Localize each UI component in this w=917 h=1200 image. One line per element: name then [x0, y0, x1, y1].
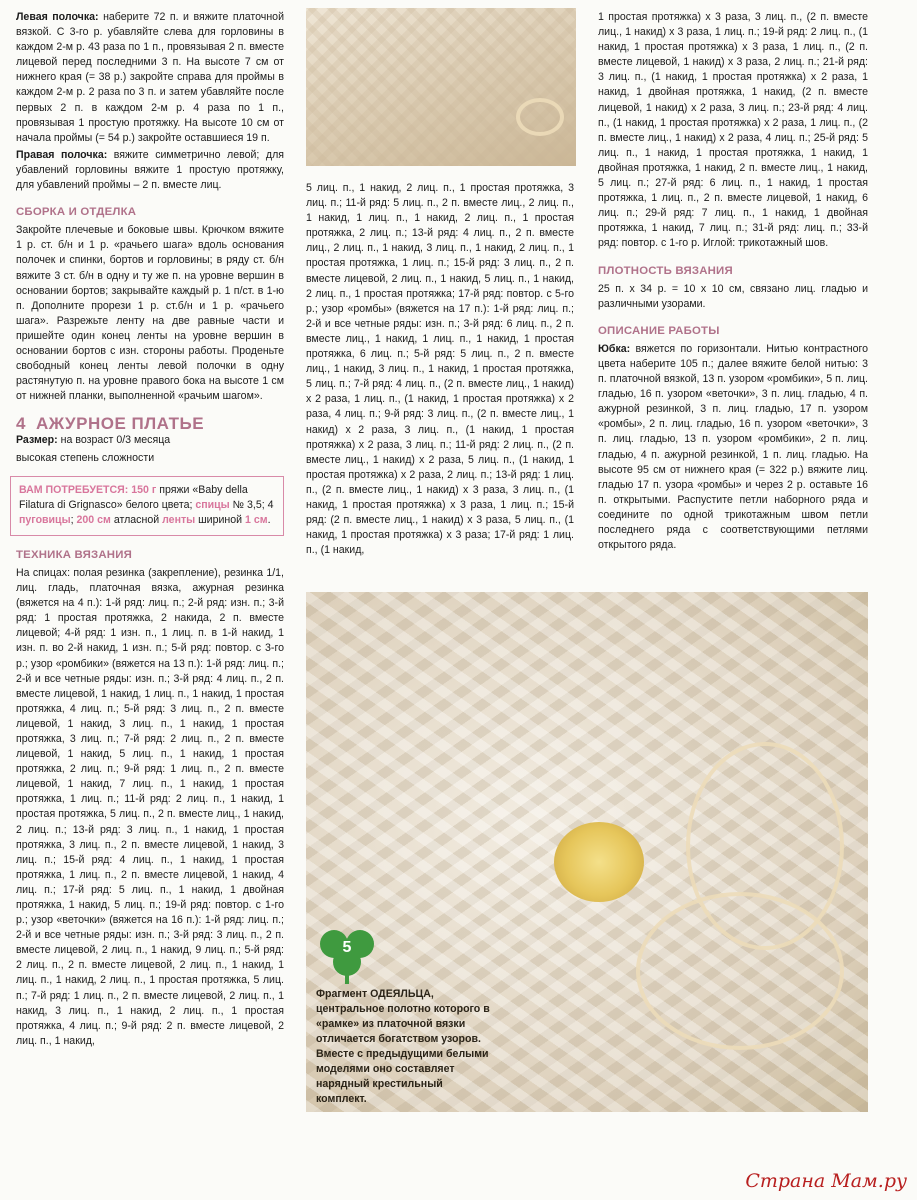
right-column	[598, 10, 868, 555]
ribbon-bow	[516, 98, 564, 136]
materials-ribbon-width: 1 см	[245, 514, 268, 527]
gauge-text: 25 п. x 34 р. = 10 x 10 см, связано лиц. гладью и различными узорами.	[598, 282, 868, 310]
skirt-label: Юбка:	[598, 342, 631, 355]
right-placket-text: вяжите симметрично левой; для убавлений горловины вяжите 1 простую протяжку, для убавлений проймы – 2 п. вместе лиц.	[16, 148, 284, 192]
assembly-text: Закройте плечевые и боковые швы. Крючком вяжите 1 р. ст. б/н и 1 р. «рачьего шага» вдоль основания полочек и спинки, бортов и горловины; в ряду ст. б/н вяжите 3 ст. б/н в одну и ту же п. на уровне вершин в основании бортов; закрывайте каждый р. 1 п/ст. в 1-ю п. Дополните прорези 1 р. ст.б/н и 1 р. «рачьего шага». Разрежьте ленту на две равные части и пришейте один конец ленты на уровне вершин в основании бортов с изн. стороны работы. Проденьте свободный конец ленты левой полочки в одну растянутую п. на уровне правого бока на высоте 1 см от нижней планки, выполненной «рачьим шагом».	[16, 224, 284, 403]
materials-buttons: пуговицы	[19, 514, 71, 527]
skirt-text: вяжется по горизонтали. Нитью контрастного цвета наберите 105 п.; далее вяжите белой нитью: 3 п. платочной вязкой, 13 п. узором «ромбики», 5 п. лиц. гладью, 16 п. узором «веточки», 3 п. лиц. гладью, 4 п. ажурной резинкой, 3 п. лиц. гладью, 17 п. узором «ромбы», 2 п. лиц. гладью, 16 п. узором «веточки», 3 п. лиц. гладью, 13 п. узором «ромбики», 2 п. лиц. гладью, 4 п. ажурной резинкой, 1 п. лиц. гладью. На высоте 95 см от нижнего края (= 322 р.) вяжите лиц. гладью 17 п. узора «ромбы» и через 2 р. оставьте 16 п. открытыми. Распустите петли наборного ряда и соедините по одной трикотажным швом петли последнего ряда с соответствующими петлями открытого ряда.	[598, 342, 868, 552]
size-label: Размер:	[16, 434, 58, 447]
materials-ribbon-width-pre: шириной	[195, 514, 243, 527]
gauge-heading: ПЛОТНОСТЬ ВЯЗАНИЯ	[598, 264, 733, 277]
materials-lead: ВАМ ПОТРЕБУЕТСЯ:	[19, 483, 129, 496]
rose-flower	[554, 822, 644, 902]
difficulty: высокая степень сложности	[16, 451, 155, 464]
size-line	[16, 433, 284, 448]
clover-icon	[312, 922, 382, 984]
middle-column	[306, 181, 574, 560]
main-photo	[306, 592, 868, 1112]
technique-heading: ТЕХНИКА ВЯЗАНИЯ	[16, 548, 132, 561]
top-photo	[306, 8, 576, 166]
right-placket-paragraph	[16, 148, 284, 193]
left-placket-label: Левая полочка:	[16, 11, 99, 23]
photo-badge-number: 5	[342, 939, 352, 956]
middle-column-text: 5 лиц. п., 1 накид, 2 лиц. п., 1 простая протяжка, 3 лиц. п.; 11-й ряд: 5 лиц. п., 2 п. вместе лиц., 2 лиц. п., 1 накид, 1 лиц. п., 1 накид, 2 лиц. п., 1 простая протяжка, 2 лиц. п.; 13-й ряд: 4 лиц. п., 2 п. вместе лиц., 2 лиц. п., 1 накид, 3 лиц. п., 1 накид, 2 лиц. п., 1 простая протяжка, 1 лиц. п.; 15-й ряд: 3 лиц. п., 2 п. вместе лицевой, 2 лиц. п., 1 накид, 5 лиц. п., 1 накид, 2 лиц. п., 1 простая протяжка; 17-й ряд: повтор. с 5-го р.; узор «ромбы» (вяжется на 17 п.): 1-й ряд: лиц. п.; 2-й и все четные ряды: изн. п.; 3-й ряд: 6 лиц. п., 2 п. вместе лиц., 1 накид, 1 лиц. п., 1 накид, 1 простая протяжка, 6 лиц. п.; 5-й ряд: 5 лиц. п., 2 п. вместе лиц., 1 накид, 3 лиц. п., 1 накид, 1 простая протяжка, 5 лиц. п.; 7-й ряд: 4 лиц. п., (2 п. вместе лиц., 1 накид) x 2 раза, 1 лиц. п., (1 накид, 1 простая протяжка) x 2 раза, 4 лиц. п.; 9-й ряд: 3 лиц. п., (2 п. вместе лиц., 1 накид) x 2 раза, 3 лиц. п., (1 накид, 1 простая протяжка) x 2 раза, 3 лиц. п.; 11-й ряд: 2 лиц. п., (2 п. вместе лиц., 1 накид) x 2 раза, 5 лиц. п., (1 накид, 1 простая протяжка) x 2 раза, 2 лиц. п.; 13-й ряд: 1 лиц. п., (2 п. вместе лиц., 1 накид) x 3 раза, 3 лиц. п., (1 накид, 1 простая протяжка) x 3 раза, 1 лиц. п.; 15-й ряд: (2 п. вместе лиц., 1 накид) x 3 раза, 5 лиц. п., (1 накид, 1 простая протяжка) x 3 раза; 17-й ряд: 1 лиц. п., (1 накид,	[306, 182, 574, 557]
materials-ribbon-width-post: .	[267, 514, 271, 527]
project-title-text: АЖУРНОЕ ПЛАТЬЕ	[35, 414, 205, 434]
skirt-paragraph	[598, 342, 868, 553]
left-placket-paragraph	[16, 10, 284, 146]
description-heading: ОПИСАНИЕ РАБОТЫ	[598, 324, 720, 337]
size-value: на возраст 0/3 месяца	[57, 434, 171, 447]
materials-ribbon-desc: атласной	[110, 514, 160, 527]
watermark: Страна Мам.ру	[745, 1170, 907, 1192]
left-placket-text: наберите 72 п. и вяжите платочной вязкой. С 3-го р. убавляйте слева для горловины в каждом 2-м р. 43 раза по 1 п., провязывая 2 п. вместе лицевой перед последними 3 п. На высоте 7 см от нижнего края (= 38 р.) закройте справа для проймы в каждом 2-м р. 2 раза по 3 п. и затем убавляйте после первых 2 п. в каждом 2-м р. 4 раза по 1 п., провязывая 1 простую протяжку. На высоте 10 см от начала проймы (= 54 р.) закройте оставшиеся 19 п.	[16, 11, 284, 144]
project-number: 4	[16, 414, 26, 434]
materials-box: ВАМ ПОТРЕБУЕТСЯ: 150 г пряжи «Baby della Filatura di Grignasco» белого цвета; спицы № 3,5; 4 пуговицы; 200 см атласной ленты шириной 1 см.	[10, 476, 284, 536]
technique-text: На спицах: полая резинка (закрепление), резинка 1/1, лиц. гладь, платочная вязка, ажурная резинка (вяжется на 4 п.): 1-й ряд: лиц. п.; 2-й ряд: изн. п.; 3-й ряд: 1 простая протяжка, 2 накида, 2 п. вместе лицевой; 4-й ряд: 1 изн. п., 1 лиц. п. в 1-й накид, 1 изн. п. во 2-й накид, 1 изн. п.; 5-й ряд: повтор. с 3-го р.; узор «ромбики» (вяжется на 13 п.): 1-й ряд: лиц. п.; 2-й и все четные ряды: изн. п.; 3-й ряд: 4 лиц. п., 2 п. вместе лицевой, 1 накид, 1 лиц. п., 1 накид, 1 простая протяжка, 4 лиц. п.; 5-й ряд: 3 лиц. п., 2 п. вместе лицевой, 1 накид, 3 лиц. п., 1 накид, 1 простая протяжка, 3 лиц. п.; 7-й ряд: 2 лиц. п., 2 п. вместе лицевой, 1 накид, 5 лиц. п., 1 накид, 1 простая протяжка, 2 лиц. п.; 9-й ряд: 1 лиц. п., 2 п. вместе лицевой, 1 накид, 7 лиц. п., 1 накид, 1 простая протяжка, 1 лиц. п.; 11-й ряд: 2 лиц. п., 1 накид, 1 простая протяжка, 5 лиц. п., 2 п. вместе лиц., 1 накид, 2 лиц. п.; 13-й ряд: 3 лиц. п., 1 накид, 1 простая протяжка, 3 лиц. п., 2 п. вместе лицевой, 1 накид, 3 лиц. п.; 15-й ряд: 4 лиц. п., 1 накид, 1 простая протяжка, 1 лиц. п., 2 п. вместе лицевой, 1 накид, 4 лиц. п.; 17-й ряд: 5 лиц. п., 1 накид, 1 двойная протяжка, 1 накид, 5 лиц. п.; 19-й ряд: повтор. с 1-го р.; узор «веточки» (вяжется на 16 п.): 1-й ряд: лиц. п.; 2-й и все четные ряды: изн. п.; 3-й ряд: 3 лиц. п., 2 п. вместе лицевой, 2 лиц. п., 1 накид, 9 лиц. п.; 5-й ряд: 2 лиц. п., 2 п. вместе лицевой, 2 лиц. п., 1 накид, 1 лиц. п., 1 накид, 2 лиц. п., 1 простая протяжка, 5 лиц. п.; 7-й ряд: 1 лиц. п., 2 п. вместе лицевой, 2 лиц. п., 1 накид, 3 лиц. п., 1 накид, 2 лиц. п., 1 простая протяжка, 4 лиц. п.; 9-й ряд: 2 п. вместе лицевой, 2 лиц. п., 1 накид,	[16, 566, 284, 1047]
left-column	[16, 10, 284, 1051]
project-title	[16, 414, 284, 434]
assembly-heading: СБОРКА И ОТДЕЛКА	[16, 206, 137, 219]
right-column-text: 1 простая протяжка) x 3 раза, 3 лиц. п., (2 п. вместе лиц., 1 накид) x 3 раза, 1 лиц. п.; 19-й ряд: 2 лиц. п., (1 накид, 1 простая протяжка) x 3 раза, 1 лиц. п., (2 п. вместе лицевой, 1 накид) x 3 раза, 2 лиц. п.; 21-й ряд: 3 лиц. п., (1 накид, 1 простая протяжка) x 2 раза, 1 накид, 1 двойная протяжка, 1 накид, (2 п. вместе лицевой, 1 накид) x 2 раза, 3 лиц. п.; 23-й ряд: 4 лиц. п., (1 накид, 1 простая протяжка) x 2 раза, 1 лиц. п., (2 п. вместе лиц., 1 накид) x 2 раза, 4 лиц. п.; 25-й ряд: 5 лиц. п., 1 накид, 1 простая протяжка, 1 накид, 1 двойная протяжка, 1 накид, 2 п. вместе лиц., 1 накид, 5 лиц. п.; 27-й ряд: 6 лиц. п., 1 накид, 1 простая протяжка, 1 лиц. п., 2 п. вместе лицевой, 1 накид, 6 лиц. п.; 29-й ряд: 7 лиц. п., 1 накид, 1 двойная протяжка, 1 накид, 7 лиц. п.; 31-й ряд: лиц. п.; 33-й ряд: повтор. с 1-го р. Иглой: трикотажный шов.	[598, 11, 868, 250]
materials-ribbon-word: ленты	[162, 514, 196, 527]
materials-ribbon-length: 200 см	[76, 514, 111, 527]
materials-yarn: пряжи «Baby della Filatura di Grignasco» белого цвета;	[19, 483, 248, 512]
photo-caption: Фрагмент ОДЕЯЛЬЦА, центральное полотно которого в «рамке» из платочной вязки отличается богатством узоров. Вместе с предыдущими белыми моделями оно составляет нарядный крестильный комплект.	[316, 988, 490, 1105]
materials-needles: спицы	[195, 499, 230, 512]
ribbon-loop-2	[636, 892, 844, 1050]
materials-needles-size: № 3,5; 4	[229, 499, 274, 512]
materials-amount: 150 г	[131, 483, 157, 496]
right-placket-label: Правая полочка:	[16, 148, 108, 161]
